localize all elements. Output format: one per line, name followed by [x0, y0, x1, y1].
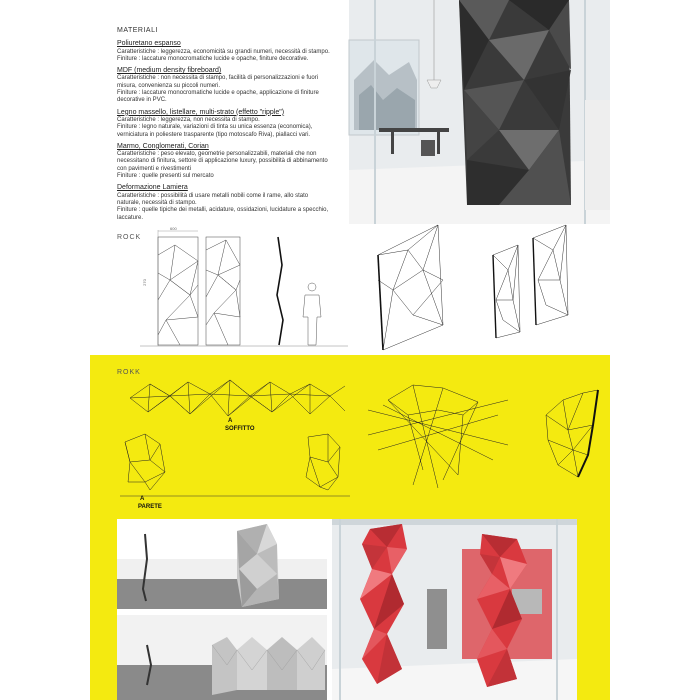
material-item	[117, 40, 349, 63]
rock-elevation-drawing	[140, 225, 350, 350]
red-panel-photo	[332, 519, 577, 700]
rokk-ceiling-drawing	[130, 376, 350, 426]
baseline	[120, 494, 350, 498]
material-line: Finiture : quelle tipiche dei metalli, acidature, ossidazioni, lucidature a specchio,	[117, 207, 329, 214]
material-line: Finiture : laccature monocromatiche lucide e opache, finiture decorative.	[117, 55, 309, 62]
materials-section	[117, 27, 349, 226]
material-line: Finiture : legno naturale, variazioni di tinta su unica essenza (economica),	[117, 124, 313, 131]
material-title: MDF (medium density fibreboard)	[117, 67, 222, 75]
perspective-panels	[368, 220, 608, 355]
materials-heading: MATERIALI	[117, 27, 158, 34]
material-title: Poliuretano espanso	[117, 40, 181, 48]
material-line: con pavimenti e rivestimenti	[117, 165, 192, 172]
material-item	[117, 184, 349, 221]
material-title: Marmo, Conglomerati, Corian	[117, 142, 209, 150]
rokk-projection-diagram	[368, 380, 508, 490]
dimension-height: 270	[141, 279, 147, 286]
dimension-width: 600	[170, 226, 177, 231]
material-line: decorative in PVC.	[117, 97, 167, 104]
parete-label: PARETE	[138, 504, 162, 510]
material-line: Finiture : quelle presenti sul mercato	[117, 173, 214, 180]
grey-render-bottom	[117, 615, 327, 700]
rokk-panel-3d	[538, 385, 608, 480]
rokk-wall-drawing-right	[298, 432, 348, 492]
material-item	[117, 67, 349, 104]
material-line: Caratteristiche : leggerezza, economicità su grandi numeri, necessità di stampo.	[117, 48, 330, 55]
rock-label: ROCK	[117, 234, 142, 241]
rokk-wall-drawing-left	[120, 432, 180, 492]
parete-a-label: A	[140, 496, 145, 502]
material-line: Caratteristiche : non necessita di stampo, facilità di personalizzazioni e fuori	[117, 75, 319, 82]
material-line: Caratteristiche : leggerezza, non necessita di stampo.	[117, 116, 260, 123]
material-line: verniciatura in poliestere trasparente (tipo motoscafo Riva), piallacci vari.	[117, 131, 311, 138]
material-line: misura, convenienza su piccoli numeri.	[117, 82, 221, 89]
material-line: Finiture : laccature monocromatiche lucide e opache, applicazione di finiture	[117, 90, 319, 97]
material-item	[117, 109, 349, 139]
material-line: Caratteristiche : peso elevato, geometrie personalizzabili, materiali che non	[117, 151, 317, 158]
rokk-label: ROKK	[117, 369, 141, 376]
material-line: Caratteristiche : possibilità di usare metalli nobili come il rame, allo stato	[117, 192, 309, 199]
grey-render-top-left	[117, 519, 327, 609]
material-item	[117, 143, 349, 180]
soffitto-label: SOFFITTO	[225, 426, 255, 432]
material-line: necessitano di finitura, settore di applicazione luxury, possibilità di abbinamento	[117, 158, 328, 165]
office-photo	[349, 0, 610, 224]
material-line: laccature.	[117, 214, 144, 221]
material-line: naturale, necessità di stampo.	[117, 199, 197, 206]
material-title: Deformazione Lamiera	[117, 184, 188, 192]
material-title: Legno massello, listellare, multi-strato (effetto "ripple")	[117, 108, 285, 116]
soffitto-a-label: A	[228, 418, 233, 424]
